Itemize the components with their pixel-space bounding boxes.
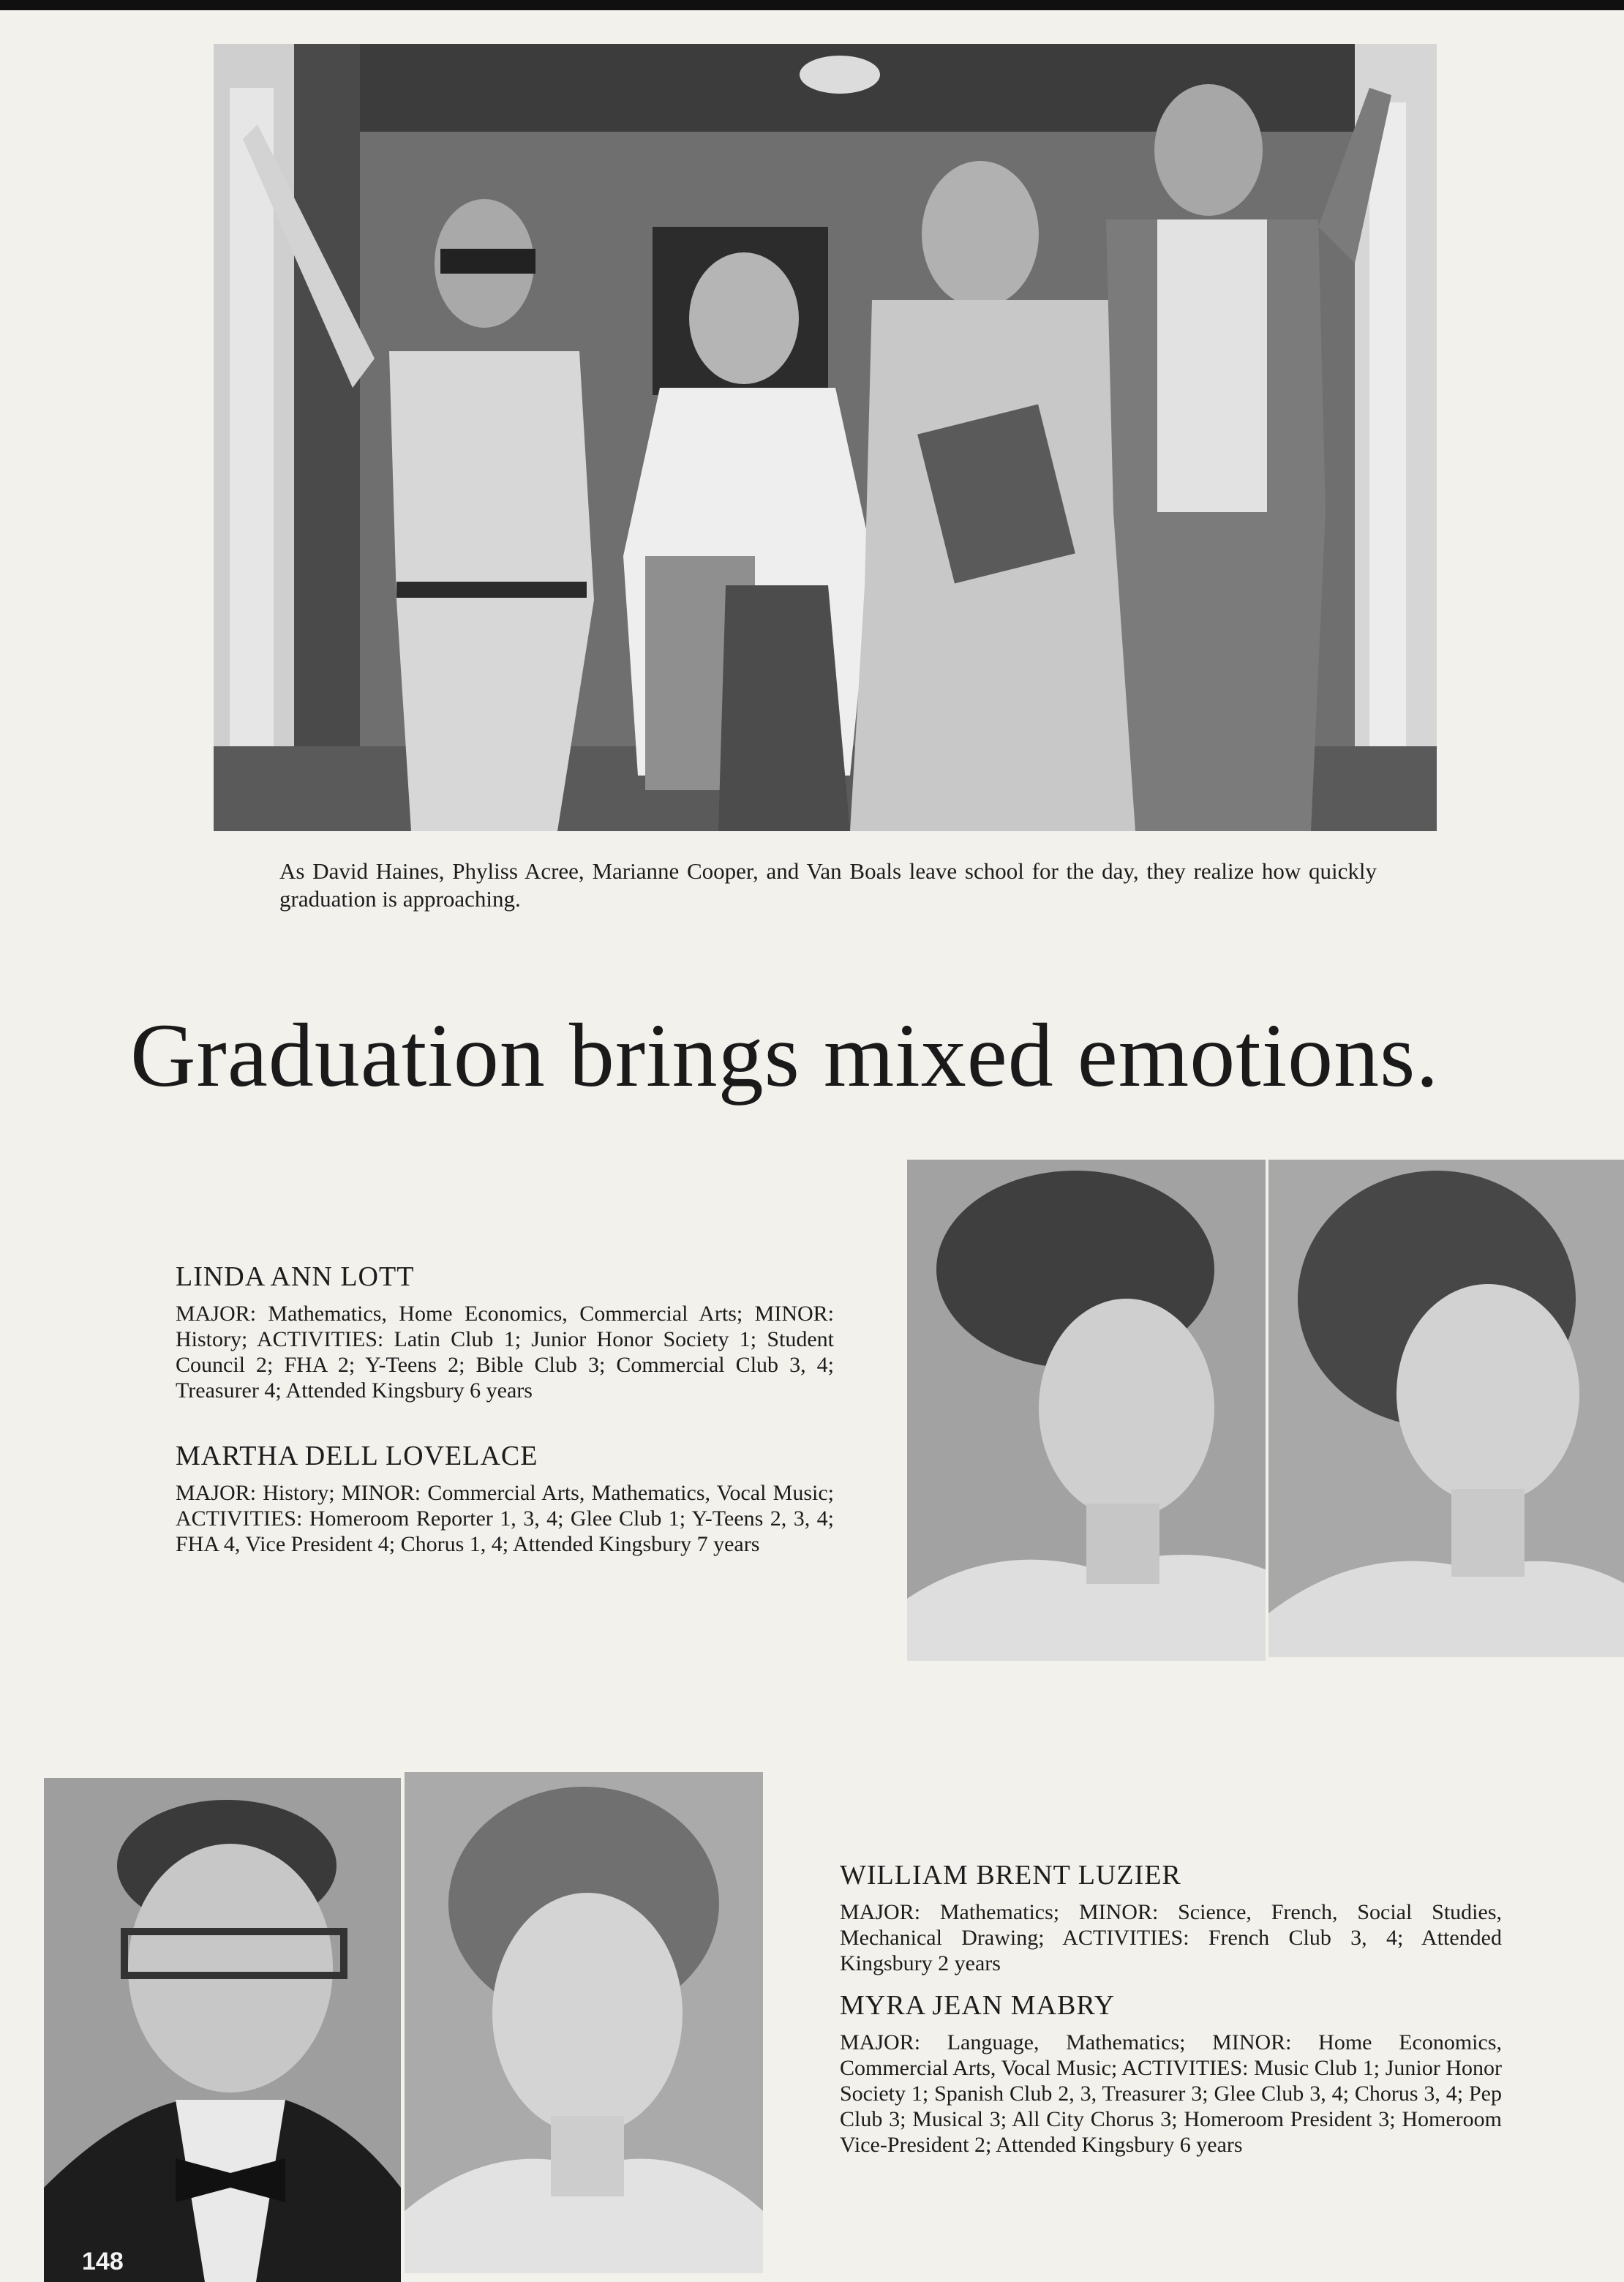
senior-name: WILLIAM BRENT LUZIER	[840, 1860, 1181, 1891]
group-photo-caption: As David Haines, Phyliss Acree, Marianne Cooper, and Van Boals leave school for the day, they realize how quickly graduation is approaching.	[279, 858, 1377, 912]
page-number: 148	[82, 2248, 124, 2275]
page-top-edge	[0, 0, 1624, 10]
senior-details: MAJOR: Mathematics; MINOR: Science, French, Social Studies, Mechanical Drawing; ACTIVITIES: French Club 3, 4; Attended Kingsbury 2 years	[840, 1900, 1502, 1975]
senior-details: MAJOR: Mathematics, Home Economics, Commercial Arts; MINOR: History; ACTIVITIES: Latin Club 1; Junior Honor Society 1; Student Council 2; FHA 2; Y-Teens 2; Bible Club 3; Commercial Club 3, 4; Treasurer 4; Attended Kingsbury 6 years	[176, 1302, 834, 1403]
portrait-photo-mabry	[405, 1772, 763, 2273]
senior-entry-lovelace	[176, 1439, 834, 1557]
senior-entry-luzier	[840, 1858, 1502, 1976]
group-photo	[214, 44, 1437, 831]
page-headline: Graduation brings mixed emotions.	[130, 1005, 1440, 1106]
senior-details: MAJOR: History; MINOR: Commercial Arts, Mathematics, Vocal Music; ACTIVITIES: Homeroom Reporter 1, 3, 4; Glee Club 1; Y-Teens 2, 3, 4; FHA 4, Vice President 4; Chorus 1, 4; Attended Kingsbury 7 years	[176, 1481, 834, 1556]
senior-name: LINDA ANN LOTT	[176, 1261, 415, 1292]
portrait-photo-luzier	[44, 1778, 401, 2282]
senior-details: MAJOR: Language, Mathematics; MINOR: Home Economics, Commercial Arts, Vocal Music; ACTIVITIES: Music Club 1; Junior Honor Society 1; Spanish Club 2, 3, Treasurer 3; Glee Club 3, 4; Chorus 3, 4; Pep Club 3; Musical 3; All City Chorus 3; Homeroom President 3; Homeroom Vice-President 2; Attended Kingsbury 6 years	[840, 2030, 1502, 2157]
senior-entry-lott	[176, 1260, 834, 1403]
senior-entry-mabry	[840, 1989, 1502, 2158]
portrait-photo-lott	[907, 1160, 1266, 1661]
senior-name: MARTHA DELL LOVELACE	[176, 1441, 538, 1471]
senior-name: MYRA JEAN MABRY	[840, 1990, 1116, 2021]
portrait-photo-lovelace	[1268, 1160, 1624, 1657]
